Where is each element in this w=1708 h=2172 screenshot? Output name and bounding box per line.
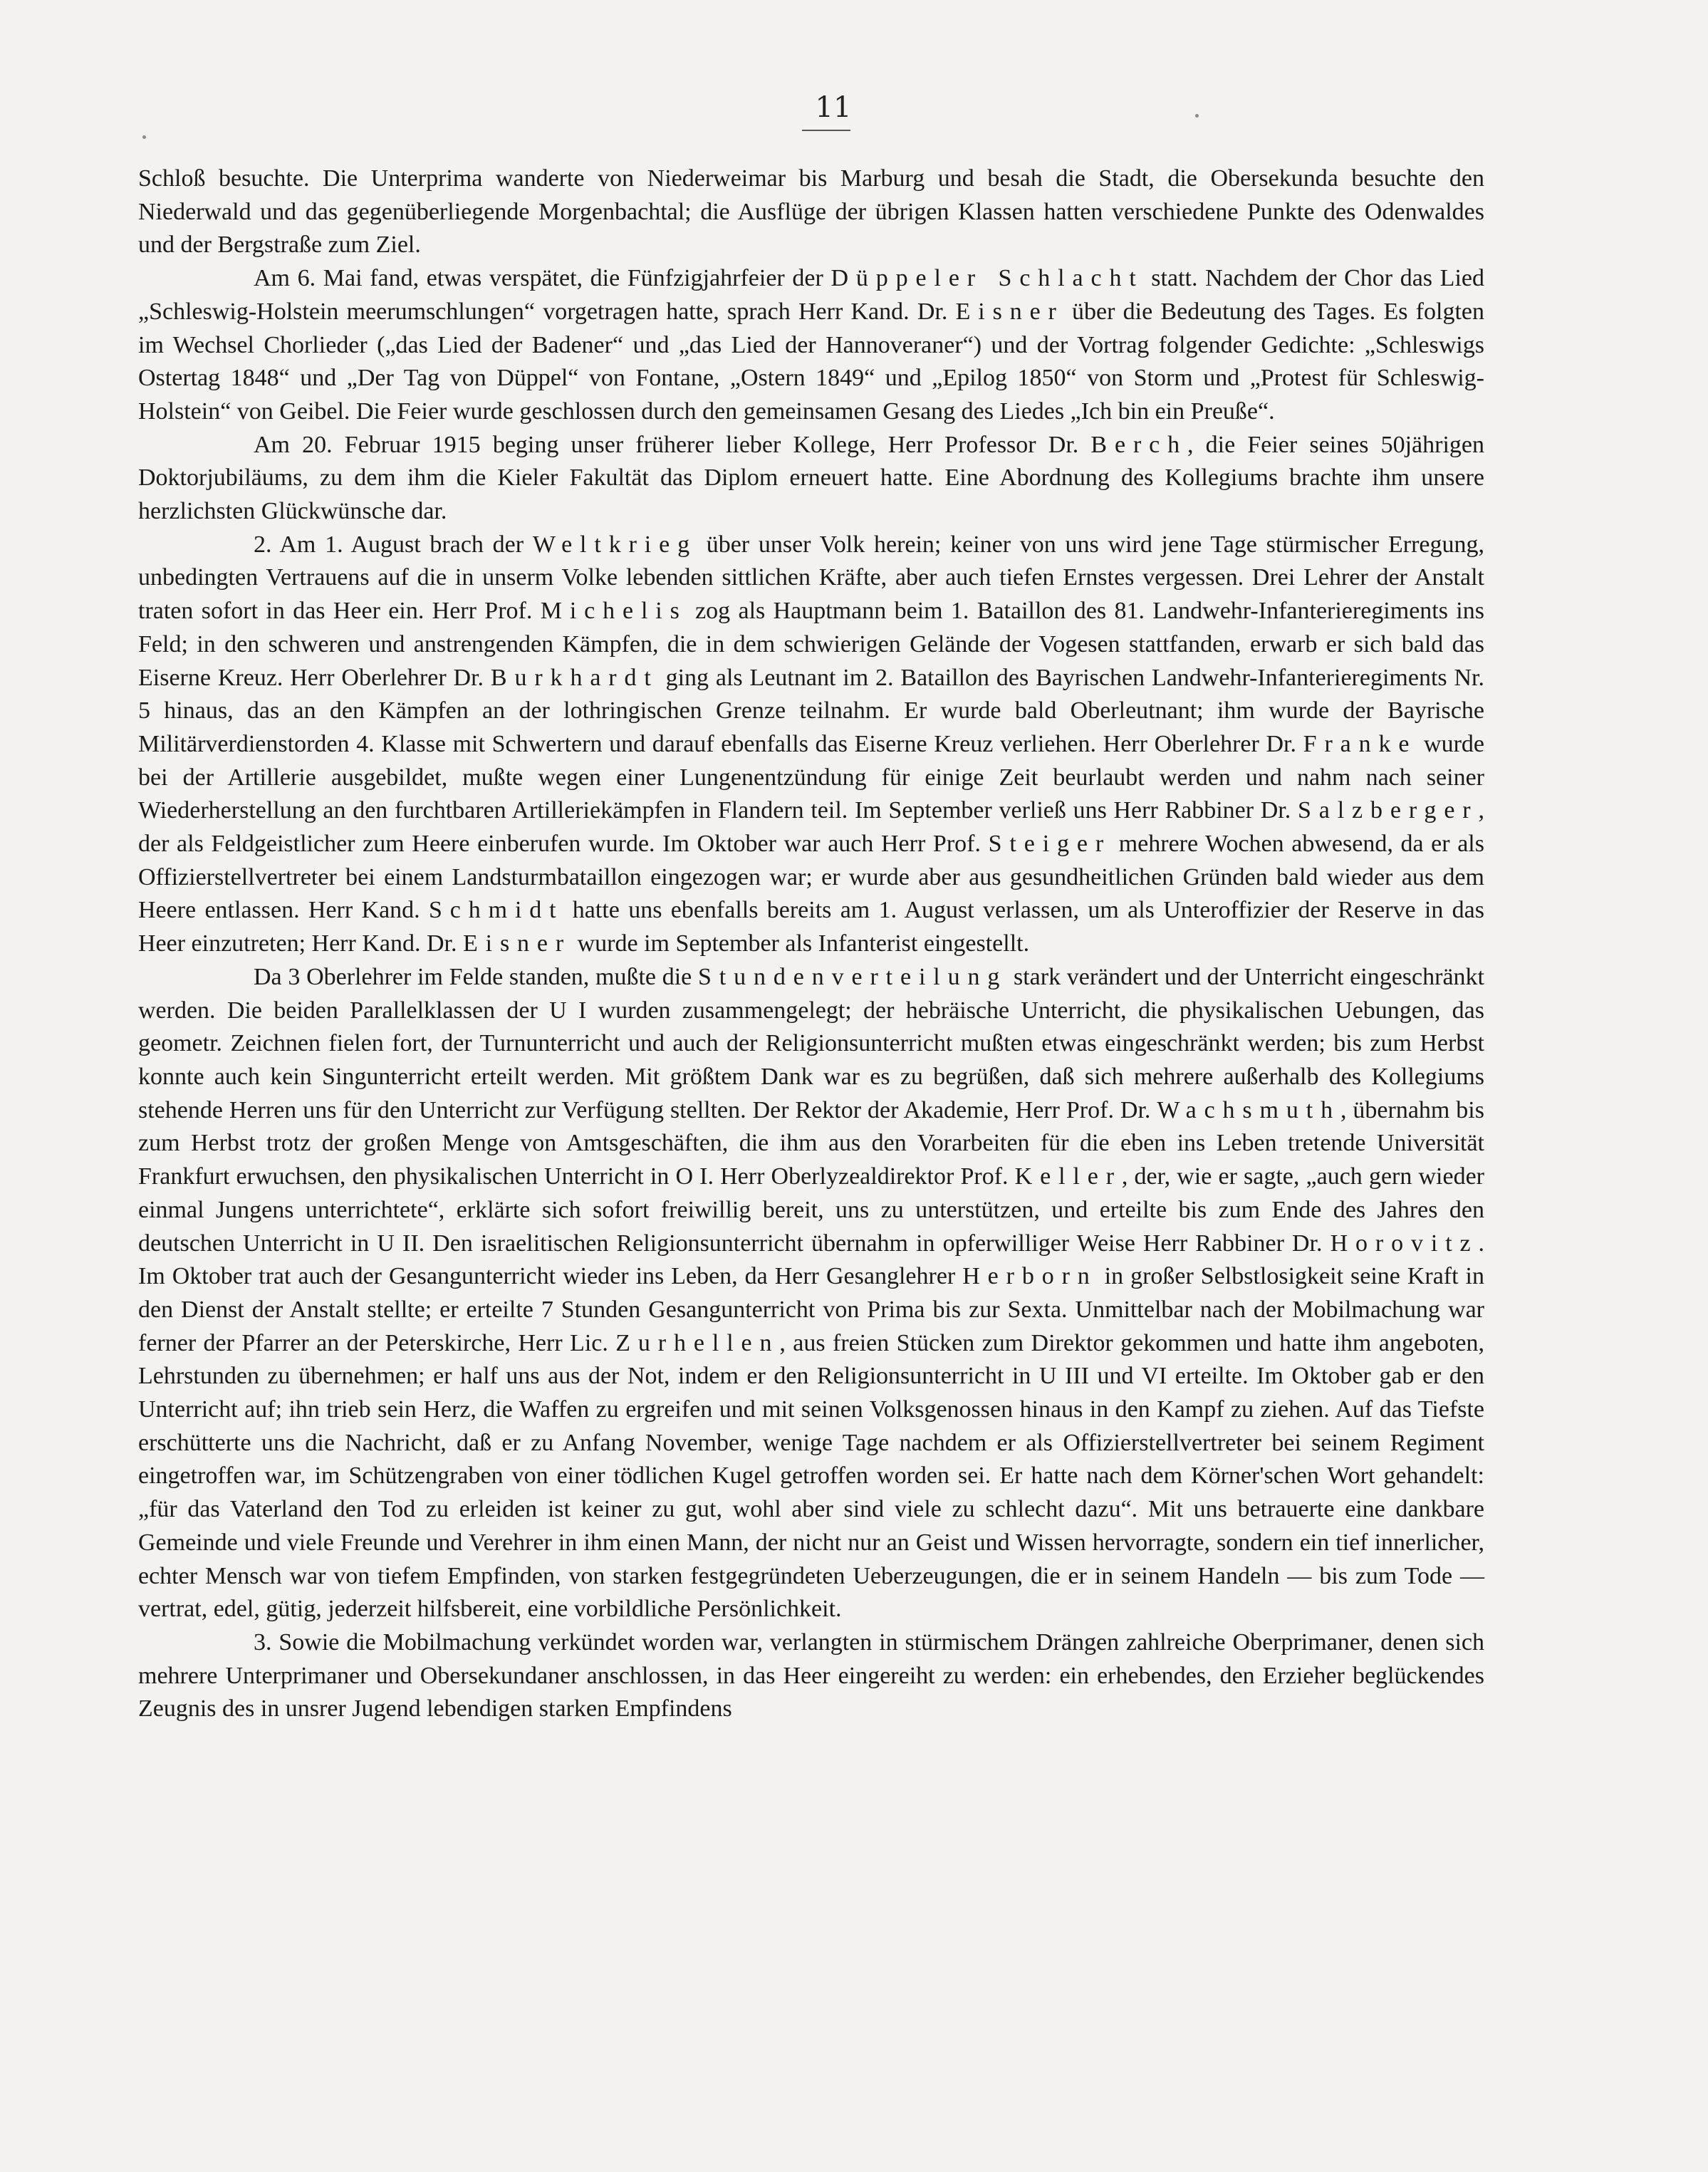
text-run: über unser Volk herein; keiner von uns wird jene Tage stürmischer Erregung, unbedingten Vertrauens auf die in unserm Volke lebenden sittlichen Kräfte, aber auch tiefen Ernstes vergessen. Drei Lehrer der Anstalt traten sofort in das Heer ein. Herr Prof. — [138, 531, 1484, 625]
page-number: 11 — [815, 91, 852, 124]
text-run: in großer Selbstlosigkeit seine Kraft in den Dienst der Anstalt stellte; er erteilte 7 Stunden Gesangunterricht von Prima bis zur Sexta. Unmittelbar nach der Mobilmachung war ferner der Pfarrer an der Peterskirche, Herr Lic. — [138, 1263, 1484, 1356]
spaced-name: Wachsmuth — [1157, 1096, 1340, 1123]
text-run: , die Feier seines 50jährigen Doktorjubiläums, zu dem ihm die Kieler Fakultät das Diplom erneuert hatte. Eine Abordnung des Kollegiums brachte ihm unsere herzlichsten Glückwünsche dar. — [138, 431, 1484, 525]
spaced-name: Schmidt — [428, 897, 564, 924]
spaced-name: Salzberger — [1297, 797, 1479, 824]
text-run: stark verändert und der Unterricht eingeschränkt werden. Die beiden Parallelklassen der U I wurden zusammengelegt; der hebräische Unterricht, die physikalischen Uebungen, das geometr. Zeichnen fielen fort, der Turnunterricht und auch der Religionsunterricht mußten etwas eingeschränkt werden; bis zum Herbst konnte auch kein Singunterricht erteilt werden. Mit größtem Dank war es zu begrüßen, daß sich mehrere außerhalb des Kollegiums stehende Herren uns für den Unterricht zur Verfügung stellten. Der Rektor der Akademie, Herr Prof. Dr. — [138, 963, 1484, 1123]
paragraph — [138, 262, 1484, 429]
text-run: , der als Feldgeistlicher zum Heere einberufen wurde. Im Oktober war auch Herr Prof. — [138, 797, 1484, 858]
spaced-name: Michelis — [540, 598, 687, 625]
scan-speck — [142, 135, 146, 139]
paragraph — [138, 429, 1484, 529]
page-number-rule — [802, 130, 850, 131]
text-run: statt. Nachdem der Chor das Lied „Schleswig-Holstein meerumschlungen“ vorgetragen hatte, sprach Herr Kand. Dr. — [138, 265, 1484, 325]
text-run: , aus freien Stücken zum Direktor gekommen und hatte ihm angeboten, Lehrstunden zu übernehmen; er half uns aus der Not, indem er den Religionsunterricht in U III und VI erteilte. Im Oktober gab er den Unterricht auf; ihn trieb sein Herz, die Waffen zu ergreifen und mit seinen Volksgenossen hinaus in den Kampf zu ziehen. Auf das Tiefste erschütterte uns die Nachricht, daß er zu Anfang November, wenige Tage nachdem er als Offizierstellvertreter bei seinem Regiment eingetroffen war, im Schützengraben von einer tödlichen Kugel getroffen worden sei. Er hatte nach dem Körner'schen Wort gehandelt: „für das Vaterland den Tod zu erleiden ist keiner zu gut, wohl aber sind viele zu schlecht dazu“. Mit uns betrauerte eine dankbare Gemeinde und viele Freunde und Verehrer in ihm einen Mann, der nicht nur an Geist und Wissen hervorragte, sondern ein tief innerlicher, echter Mensch war von tiefem Empfinden, von starken festgegründeten Ueberzeugungen, die er in seinem Handeln — bis zum Tode — vertrat, edel, gütig, jederzeit hilfsbereit, eine vorbildliche Persönlichkeit. — [138, 1329, 1484, 1623]
text-run: mehrere Wochen abwesend, da er als Offizierstellvertreter bei einem Landsturmbataillon eingezogen war; er wurde aber aus gesundheitlichen Gründen bald wieder aus dem Heere entlassen. Herr Kand. — [138, 831, 1484, 924]
scan-speck — [1195, 114, 1199, 118]
paragraph — [138, 529, 1484, 961]
text-run: Am 20. Februar 1915 beging unser früherer lieber Kollege, Herr Professor Dr. — [254, 431, 1091, 458]
spaced-name: Düppeler Schlacht — [830, 265, 1144, 292]
spaced-name: Weltkrieg — [532, 531, 697, 558]
spaced-name: Zurhellen — [615, 1329, 780, 1356]
spaced-name: Burkhardt — [490, 664, 659, 691]
text-run: ging als Leutnant im 2. Bataillon des Bayrischen Landwehr-Infanterieregiments Nr. 5 hinaus, das an den Kämpfen an der lothringischen Grenze teilnahm. Er wurde bald Oberleutnant; ihm wurde der Bayrische Militärverdienstorden 4. Klasse mit Schwertern und darauf ebenfalls das Eiserne Kreuz verliehen. Herr Oberlehrer Dr. — [138, 664, 1484, 757]
spaced-name: Herborn — [962, 1263, 1098, 1290]
body-text — [138, 162, 1484, 1726]
text-run: Da 3 Oberlehrer im Felde standen, mußte die — [254, 963, 698, 990]
text-run: Schloß besuchte. Die Unterprima wanderte von Niederweimar bis Marburg und besah die Stadt, die Obersekunda besuchte den Niederwald und das gegenüberliegende Morgenbachtal; die Ausflüge der übrigen Klassen hatten verschiedene Punkte des Odenwaldes und der Bergstraße zum Ziel. — [138, 165, 1484, 259]
spaced-name: Steiger — [988, 831, 1112, 858]
text-run: . Im Oktober trat auch der Gesangunterricht wieder ins Leben, da Herr Gesanglehrer — [138, 1230, 1484, 1290]
text-run: , übernahm bis zum Herbst trotz der großen Menge von Amtsgeschäften, die ihm aus den Vorarbeiten für die eben ins Leben tretende Universität Frankfurt erwuchsen, den physikalischen Unterricht in O I. Herr Oberlyzealdirektor Prof. — [138, 1096, 1484, 1190]
paragraph — [138, 1626, 1484, 1726]
text-run: Am 6. Mai fand, etwas verspätet, die Fünfzigjahrfeier der — [254, 265, 831, 292]
text-run: wurde im September als Infanterist eingestellt. — [571, 930, 1030, 957]
text-run: über die Bedeutung des Tages. Es folgten im Wechsel Chorlieder („das Lied der Badener“ und „das Lied der Hannoveraner“) und der Vortrag folgender Gedichte: „Schleswigs Ostertag 1848“ und „Der Tag von Düppel“ von Fontane, „Ostern 1849“ und „Epilog 1850“ von Storm und „Protest für Schleswig-Holstein“ von Geibel. Die Feier wurde geschlossen durch den gemeinsamen Gesang des Liedes „Ich bin ein Preuße“. — [138, 298, 1484, 425]
spaced-name: Eisner — [462, 930, 572, 957]
spaced-name: Keller — [1014, 1163, 1122, 1190]
spaced-name: Berch — [1090, 431, 1188, 458]
text-run: hatte uns ebenfalls bereits am 1. August verlassen, um als Unteroffizier der Reserve in das Heer einzutreten; Herr Kand. Dr. — [138, 897, 1484, 957]
text-run: zog als Hauptmann beim 1. Bataillon des 81. Landwehr-Infanterieregiments ins Feld; in den schweren und anstrengenden Kämpfen, die in dem schwierigen Gelände der Vogesen stattfanden, erwarb er sich bald das Eiserne Kreuz. Herr Oberlehrer Dr. — [138, 598, 1484, 691]
paragraph — [138, 961, 1484, 1626]
text-run: wurde bei der Artillerie ausgebildet, mußte wegen einer Lungenentzündung für einige Zeit beurlaubt werden und nahm nach seiner Wiederherstellung an den furchtbaren Artilleriekämpfen in Flandern teil. Im September verließ uns Herr Rabbiner Dr. — [138, 730, 1485, 824]
spaced-name: Franke — [1303, 730, 1417, 757]
text-run: 3. Sowie die Mobilmachung verkündet worden war, verlangten in stürmischem Drängen zahlreiche Oberprimaner, denen sich mehrere Unterprimaner und Obersekundaner anschlossen, in das Heer eingereiht zu werden: ein erhebendes, den Erzieher beglückendes Zeugnis des in unsrer Jugend lebendigen starken Empfindens — [138, 1628, 1484, 1722]
text-run: 2. Am 1. August brach der — [254, 531, 533, 558]
text-run: , der, wie er sagte, „auch gern wieder einmal Jungens unterrichtete“, erklärte sich sofort freiwillig bereit, uns zu unterstützen, und erteilte bis zum Ende des Jahres den deutschen Unterricht in U II. Den israelitischen Religionsunterricht übernahm in opferwilliger Weise Herr Rabbiner Dr. — [138, 1163, 1485, 1257]
paragraph — [138, 162, 1484, 262]
spaced-name: Stundenverteilung — [698, 963, 1008, 990]
spaced-name: Horovitz — [1330, 1230, 1479, 1257]
spaced-name: Eisner — [955, 298, 1064, 325]
